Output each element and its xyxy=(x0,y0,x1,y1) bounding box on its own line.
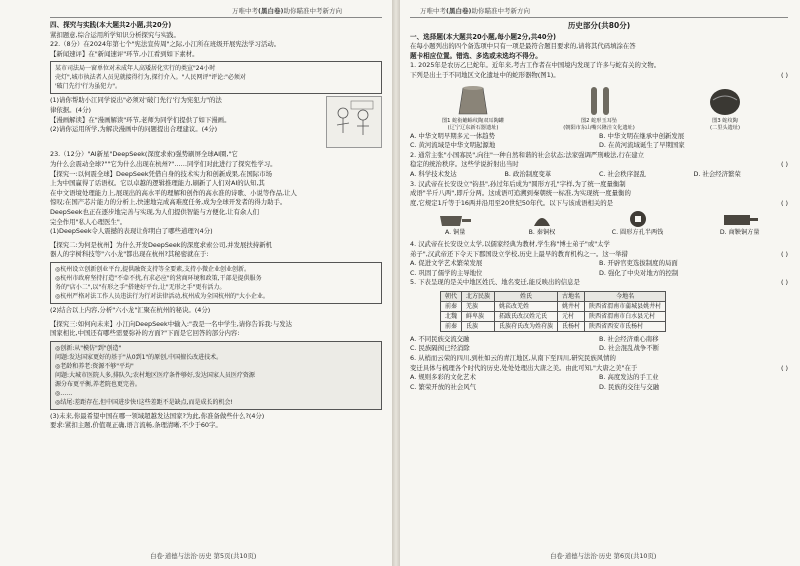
q4-option-b[interactable]: B. 开辟官吏选拔制度的局面 xyxy=(599,259,678,268)
q3-stem-a: 3. 汉武帝在长安设立"钧县",孙过年后成为"圆形方孔"字样,为了统一度量衡制 xyxy=(410,179,626,188)
q22-box-line: 壳灯",城市执法者人员见就接得行为,探行介入。"人民网评"评论:"必须对 xyxy=(55,74,246,82)
q1-option-a[interactable]: A. 中华文明早期多元一体趋势 xyxy=(410,131,496,140)
section1-desc-2: 题卡相应位置。错选、多选或未选均不得分。 xyxy=(410,51,542,60)
q23-box-line: ◎杭州市政府坚持打造"不牵不扰,有求必应"的营商环境和政策,干部是提供服务 xyxy=(55,274,262,282)
table-cell: 前秦 xyxy=(441,321,462,331)
q22-question-2: (2)请你运用所学,为解决漫画中的问题提出合理建议。(4分) xyxy=(50,125,218,134)
q1-stem-a: 1. 2025年是农历乙巳蛇年。近年来,考古工作者在中国境内发现了许多与蛇有关的文物。 xyxy=(410,61,661,70)
table-cell: 羌族 xyxy=(462,301,495,311)
bronze-measure-icon xyxy=(438,210,472,228)
q6-answer-paren: ( ) xyxy=(780,363,788,372)
q23-body-3: 国家相比,中国还有哪些需要弥补的方面?"下面是它回答的部分内容: xyxy=(50,329,240,338)
table-cell: 北魏 xyxy=(441,311,462,321)
cartoon-image xyxy=(326,96,382,148)
q23-box-line: ◎结尾:差距存在,但中国进步快!这些差距不是缺点,而是成长的机会! xyxy=(55,398,233,406)
q4-option-c[interactable]: C. 巩固了儒学的主导地位 xyxy=(410,268,483,277)
q23-body-line: 上为中国赢得了话语权。它以卓越的逻辑推理能力,刷新了人们对AI的认知,其 xyxy=(50,179,265,188)
left-footer: 白卷·道德与法治·历史 第5页(共10页) xyxy=(150,552,257,560)
q3-option-c[interactable] xyxy=(612,210,664,238)
q6-option-c[interactable]: C. 繁荣开放的社会风气 xyxy=(410,382,477,391)
q23-hangzhou-box xyxy=(50,262,382,304)
header-pre: 万唯中考 xyxy=(420,7,446,15)
table-cell: 陕西省渭南市白水县元村 xyxy=(585,311,666,321)
q2-answer-paren: ( ) xyxy=(780,160,788,169)
page-gutter xyxy=(392,0,400,566)
left-header xyxy=(50,6,382,18)
header-brand: (黑白卷) xyxy=(446,7,472,15)
q6-stem-b-text: 变迁具体与梳理各个时代的历史,处处处理出大唐之美。由此可知,"大唐之美"在于 xyxy=(410,363,638,372)
q2-stem-a: 2. 通常主张"小国寡民",向往"一种自然和谐的社会状态;法家强调严刑峻法,行在建立 xyxy=(410,150,645,159)
q23-label-2: 【探究二:为何是杭州】为什么开发DeepSeek的深度求索公司,并发展扶持新机 xyxy=(50,240,272,249)
q1-option-b[interactable]: B. 中华文明在继承中创新发展 xyxy=(599,131,685,140)
q5-option-c[interactable]: C. 民族隔阂已经消除 xyxy=(410,344,470,353)
q2-option-d[interactable]: D. 社会经济繁荣 xyxy=(693,169,741,178)
left-page xyxy=(0,0,392,566)
surname-table xyxy=(440,291,666,332)
q22-intro: 22.（8分）在2024年第七个"宪法宣传周"之际,小江所在班级开展宪法学习活动。 xyxy=(50,40,281,49)
q22-box-line: 某市司法局一窗单位对未成年人高矮居化实行的类宣"24小时 xyxy=(55,65,216,73)
right-footer: 白卷·道德与法治·历史 第6页(共10页) xyxy=(550,552,657,560)
q3-stem-b: 成语"半斤八两",即斤分两。这成语可追溯到秦朝统一标准,为实现统一度量衡的 xyxy=(410,189,631,198)
table-header: 今地名 xyxy=(585,291,666,301)
q5-option-b[interactable]: B. 社会经济重心南移 xyxy=(599,334,659,343)
q23-deepseek-box xyxy=(50,341,382,410)
q22-question-1b: 律依据。(4分) xyxy=(50,105,92,114)
q23-intro-2: 为什么会震动全球?""它为什么出现在杭州?"……同学们对此进行了探究性学习。 xyxy=(50,159,277,168)
table-cell: 姚苌改羌姓 xyxy=(495,301,558,311)
section4-title: 四、探究与实践(本大题共2小题,共20分) xyxy=(50,21,172,29)
header-post: 助你瞄准中考新方向 xyxy=(471,7,530,15)
section1-title: 一、选择题(本大题共20小题,每小题2分,共40分) xyxy=(410,32,557,41)
q2-option-b[interactable]: B. 政治制度变革 xyxy=(504,169,552,178)
q22-label-cartoon: 【漫画解读】在"漫画解读"环节,老师为同学们提供了如下漫画。 xyxy=(50,115,231,124)
table-cell: 鲜卑族 xyxy=(462,311,495,321)
part-title: 历史部分(共80分) xyxy=(567,21,631,30)
q1-figures xyxy=(410,84,788,132)
q3-option-c-label: C. 圆形方孔半两钱 xyxy=(611,229,664,237)
q1-option-d[interactable]: D. 在黄河流域诞生了早期国家 xyxy=(599,141,685,150)
table-header: 北方民族 xyxy=(462,291,495,301)
q5-option-a[interactable]: A. 不同民族交流交融 xyxy=(410,334,470,343)
q22-box-line: '破门先行'行为虽犯力"。 xyxy=(55,83,122,91)
square-measure-icon xyxy=(720,210,760,228)
section1-desc-1: 在每小题列出的四个备选项中只有一项是最符合题目要求的,请将其代码填涂在答 xyxy=(410,42,636,51)
table-cell: 氐族 xyxy=(462,321,495,331)
table-cell: 前秦 xyxy=(441,301,462,311)
table-cell: 氐杨村 xyxy=(558,321,585,331)
q4-stem-b-text: 弟子",汉武帝还下令天下郡国设立学校,历史上最早的教育机构之一。这一举措 xyxy=(410,249,628,258)
q6-options xyxy=(410,373,788,392)
q3-option-d-label: D. 商鞅铜方量 xyxy=(719,229,760,237)
q23-box-line: 务的"店小二",以"有形之手"搭建好平台,让"无形之手"更有活力。 xyxy=(55,283,226,291)
q4-answer-paren: ( ) xyxy=(780,249,788,258)
q23-body-line: 惊叹;在国产芯片能力的分析上,快速地完成高难度任务,成为全球开发者的得力助手。 xyxy=(50,198,287,207)
q23-box-line: 问题:发达国家更好的基于"从0到1"的原创,中国擅长改进技术。 xyxy=(55,353,223,361)
q2-stem-b-text: 稳定的统治秩序。这些学说折射出当时 xyxy=(410,160,519,169)
q5-answer-paren: ( ) xyxy=(780,278,788,287)
q1-stem-b-text: 下列是出土于不同地区文化遗址中的蛇形器物(图1)。 xyxy=(410,70,560,79)
right-header xyxy=(410,6,788,18)
q4-stem-a: 4. 汉武帝在长安设立太学,以儒家经典为教材,学生称"博士弟子"或"太学 xyxy=(410,239,610,248)
table-cell: 元村 xyxy=(558,311,585,321)
table-cell: 姚井村 xyxy=(558,301,585,311)
q23-body-2: 器人的宇树科技等"六小龙"都出现在杭州?其秘密就在于: xyxy=(50,250,209,259)
q23-box-line: ◎创新:从"模仿"到"创造" xyxy=(55,344,122,352)
q23-question-3a: (3)未来,你最希望中国在哪一领域超越发达国家?为此,你准备做些什么?(4分) xyxy=(50,411,265,420)
bronze-weight-icon xyxy=(529,210,555,228)
q5-stem xyxy=(410,278,788,288)
table-row xyxy=(441,311,666,321)
q4-option-a[interactable]: A. 促进文学艺术繁荣发展 xyxy=(410,259,483,268)
table-header: 古地名 xyxy=(558,291,585,301)
figure-caption: 图1 蛇衔蟾蜍纹陶双耳陶罐 xyxy=(441,117,504,124)
table-cell: 陕西省渭南市蒲城县姚井村 xyxy=(585,301,666,311)
table-header-row xyxy=(441,291,666,301)
table-cell: 拓跋氏改汉姓元氏 xyxy=(495,311,558,321)
table-row xyxy=(441,321,666,331)
table-row xyxy=(441,301,666,311)
header-pre: 万唯中考 xyxy=(232,7,259,15)
q1-option-c[interactable]: C. 黄河流域是中华文明起源地 xyxy=(410,141,496,150)
q2-option-c[interactable]: C. 社会秩序混乱 xyxy=(599,169,646,178)
snake-pottery-icon xyxy=(705,84,745,118)
q6-option-a[interactable]: A. 规则多彩的文化艺术 xyxy=(410,373,476,382)
q5-option-d[interactable]: D. 社会混乱战争不断 xyxy=(599,344,660,353)
q1-stem-b xyxy=(410,71,788,81)
jade-earring-icon xyxy=(579,84,619,118)
q23-body-line: DeepSeek也正在逐步地完善与实现,为人们提供智能与方便化,让有余人们 xyxy=(50,207,260,216)
q5-stem-text: 5. 下表呈现的是关中地区姓氏、地名变迁,能反映出的信息是 xyxy=(410,278,580,287)
q4-options xyxy=(410,259,788,278)
q23-box-line: 源分布更平衡,养老院也更完善。 xyxy=(55,380,141,388)
q1-figure-2 xyxy=(537,84,662,132)
table-cell: 氐族苻氏改为姓苻族 xyxy=(495,321,558,331)
q2-stem-b xyxy=(410,160,788,170)
q23-question-3b: 要求:紧扣主题,价值观正确,语言流畅,条理清晰,不少于60字。 xyxy=(50,421,222,430)
q23-body-line: 完全作用"私人心理医生"。 xyxy=(50,217,127,226)
q6-option-d[interactable]: D. 民族的交往与交融 xyxy=(599,382,660,391)
q23-question-2: (2)结合以上内容,分析"六小龙"汇聚在杭州的秘诀。(4分) xyxy=(50,305,211,314)
q23-box-line: ◎老龄和养老:资源不够"平均" xyxy=(55,362,134,370)
q3-option-b[interactable] xyxy=(529,210,556,238)
q3-stem-c xyxy=(410,199,788,209)
q6-stem-a: 6. 从梢而云荣的四川,到杜如云的青江地区,从南下至四川,研究民族风情的 xyxy=(410,354,616,363)
q22-news-box xyxy=(50,61,382,94)
q3-answer-paren: ( ) xyxy=(780,198,788,207)
q23-box-line: ◎杭州设立创新创业平台,提供融资支持等全要素,支持小微企业创业创新。 xyxy=(55,265,251,273)
figure-caption: 图2 蛇形玉耳坠 xyxy=(580,117,618,124)
header-brand: (黑白卷) xyxy=(258,7,284,15)
q4-option-d[interactable]: D. 强化了中央对地方的控制 xyxy=(599,268,679,277)
q2-option-a[interactable]: A. 科学技术发达 xyxy=(410,169,457,178)
q23-label-3: 【探究三:如何向未来】小江向DeepSeek中输入:"我是一名中学生,请你告诉我:与发达 xyxy=(50,319,292,328)
figure-caption-source: (朝阳市东山嘴兴隆洼文化遗址) xyxy=(563,124,635,131)
q3-option-a[interactable] xyxy=(438,210,472,238)
figure-caption-source: (二里头遗址) xyxy=(709,124,740,131)
header-post: 助你瞄准中考新方向 xyxy=(283,7,342,15)
q22-label-news: 【新闻速评】在"新闻速评"环节,小江看到如下素材。 xyxy=(50,49,199,58)
round-coin-icon xyxy=(627,210,649,228)
q23-box-line: ◎杭州严格对法工作人员违法行为行对法律活动,杭州成为全国杭州的"大小企业。 xyxy=(55,292,269,300)
q23-body-line: 在中文语境处理能力上,展现出的高水平的理解和创作的高水准的诗歌、小说等作品,让人 xyxy=(50,188,297,197)
table-cell: 陕西省西安市氐杨村 xyxy=(585,321,666,331)
q1-answer-paren: ( ) xyxy=(780,70,788,79)
right-page xyxy=(400,0,800,566)
q23-intro-1: 23.（12分）"AI新星"DeepSeek(深度求索)强势刷屏全球AI圈,"它 xyxy=(50,150,238,159)
q6-stem-b xyxy=(410,364,788,374)
pottery-jar-icon xyxy=(453,84,493,118)
q4-stem-b xyxy=(410,250,788,260)
figure-caption-source: (辽宁辽东新石器遗址) xyxy=(447,124,499,131)
section4-desc: 紧扣题意,综合运用所学知识分析探究与实践。 xyxy=(50,30,180,39)
q2-options xyxy=(410,170,788,180)
q3-stem-c-text: 度,它规定1斤等于16两并沿用至20世纪50年代。以下与该成语相关的是 xyxy=(410,198,614,207)
q23-box-line: 问题:大城市医院人多,排队久;农村地区医疗条件够好,发达国家人员医疗资源 xyxy=(55,371,255,379)
cartoon-figures-icon xyxy=(329,99,379,145)
table-header: 朝代 xyxy=(441,291,462,301)
q5-options xyxy=(410,335,788,354)
q3-option-d[interactable] xyxy=(720,210,760,238)
q3-option-a-label: A. 铜量 xyxy=(444,229,466,237)
q23-label-1: 【探究一:以何震全球】DeepSeek凭借自身的技术实力和创新成果,在国际市场 xyxy=(50,169,272,178)
figure-caption: 图3 蛇纹陶 xyxy=(712,117,738,124)
q23-question-1: (1)DeepSeek令人震撼的表现让你明白了哪些道理?(4分) xyxy=(50,227,213,236)
q1-options xyxy=(410,132,788,151)
q22-cartoon-row xyxy=(50,96,382,148)
q23-box-line: ◎…… xyxy=(55,389,73,397)
table-header: 姓氏 xyxy=(495,291,558,301)
q3-image-options xyxy=(410,210,788,238)
q1-figure-1 xyxy=(411,84,536,132)
q3-option-b-label: B. 秦铜权 xyxy=(528,229,556,237)
q1-figure-3 xyxy=(663,84,788,132)
q22-question-1a: (1)请你帮助小江同学说出"必须对'破门先行'行为宪犯力"的法 xyxy=(50,96,222,105)
q6-option-b[interactable]: B. 高度发达的手工业 xyxy=(599,373,659,382)
